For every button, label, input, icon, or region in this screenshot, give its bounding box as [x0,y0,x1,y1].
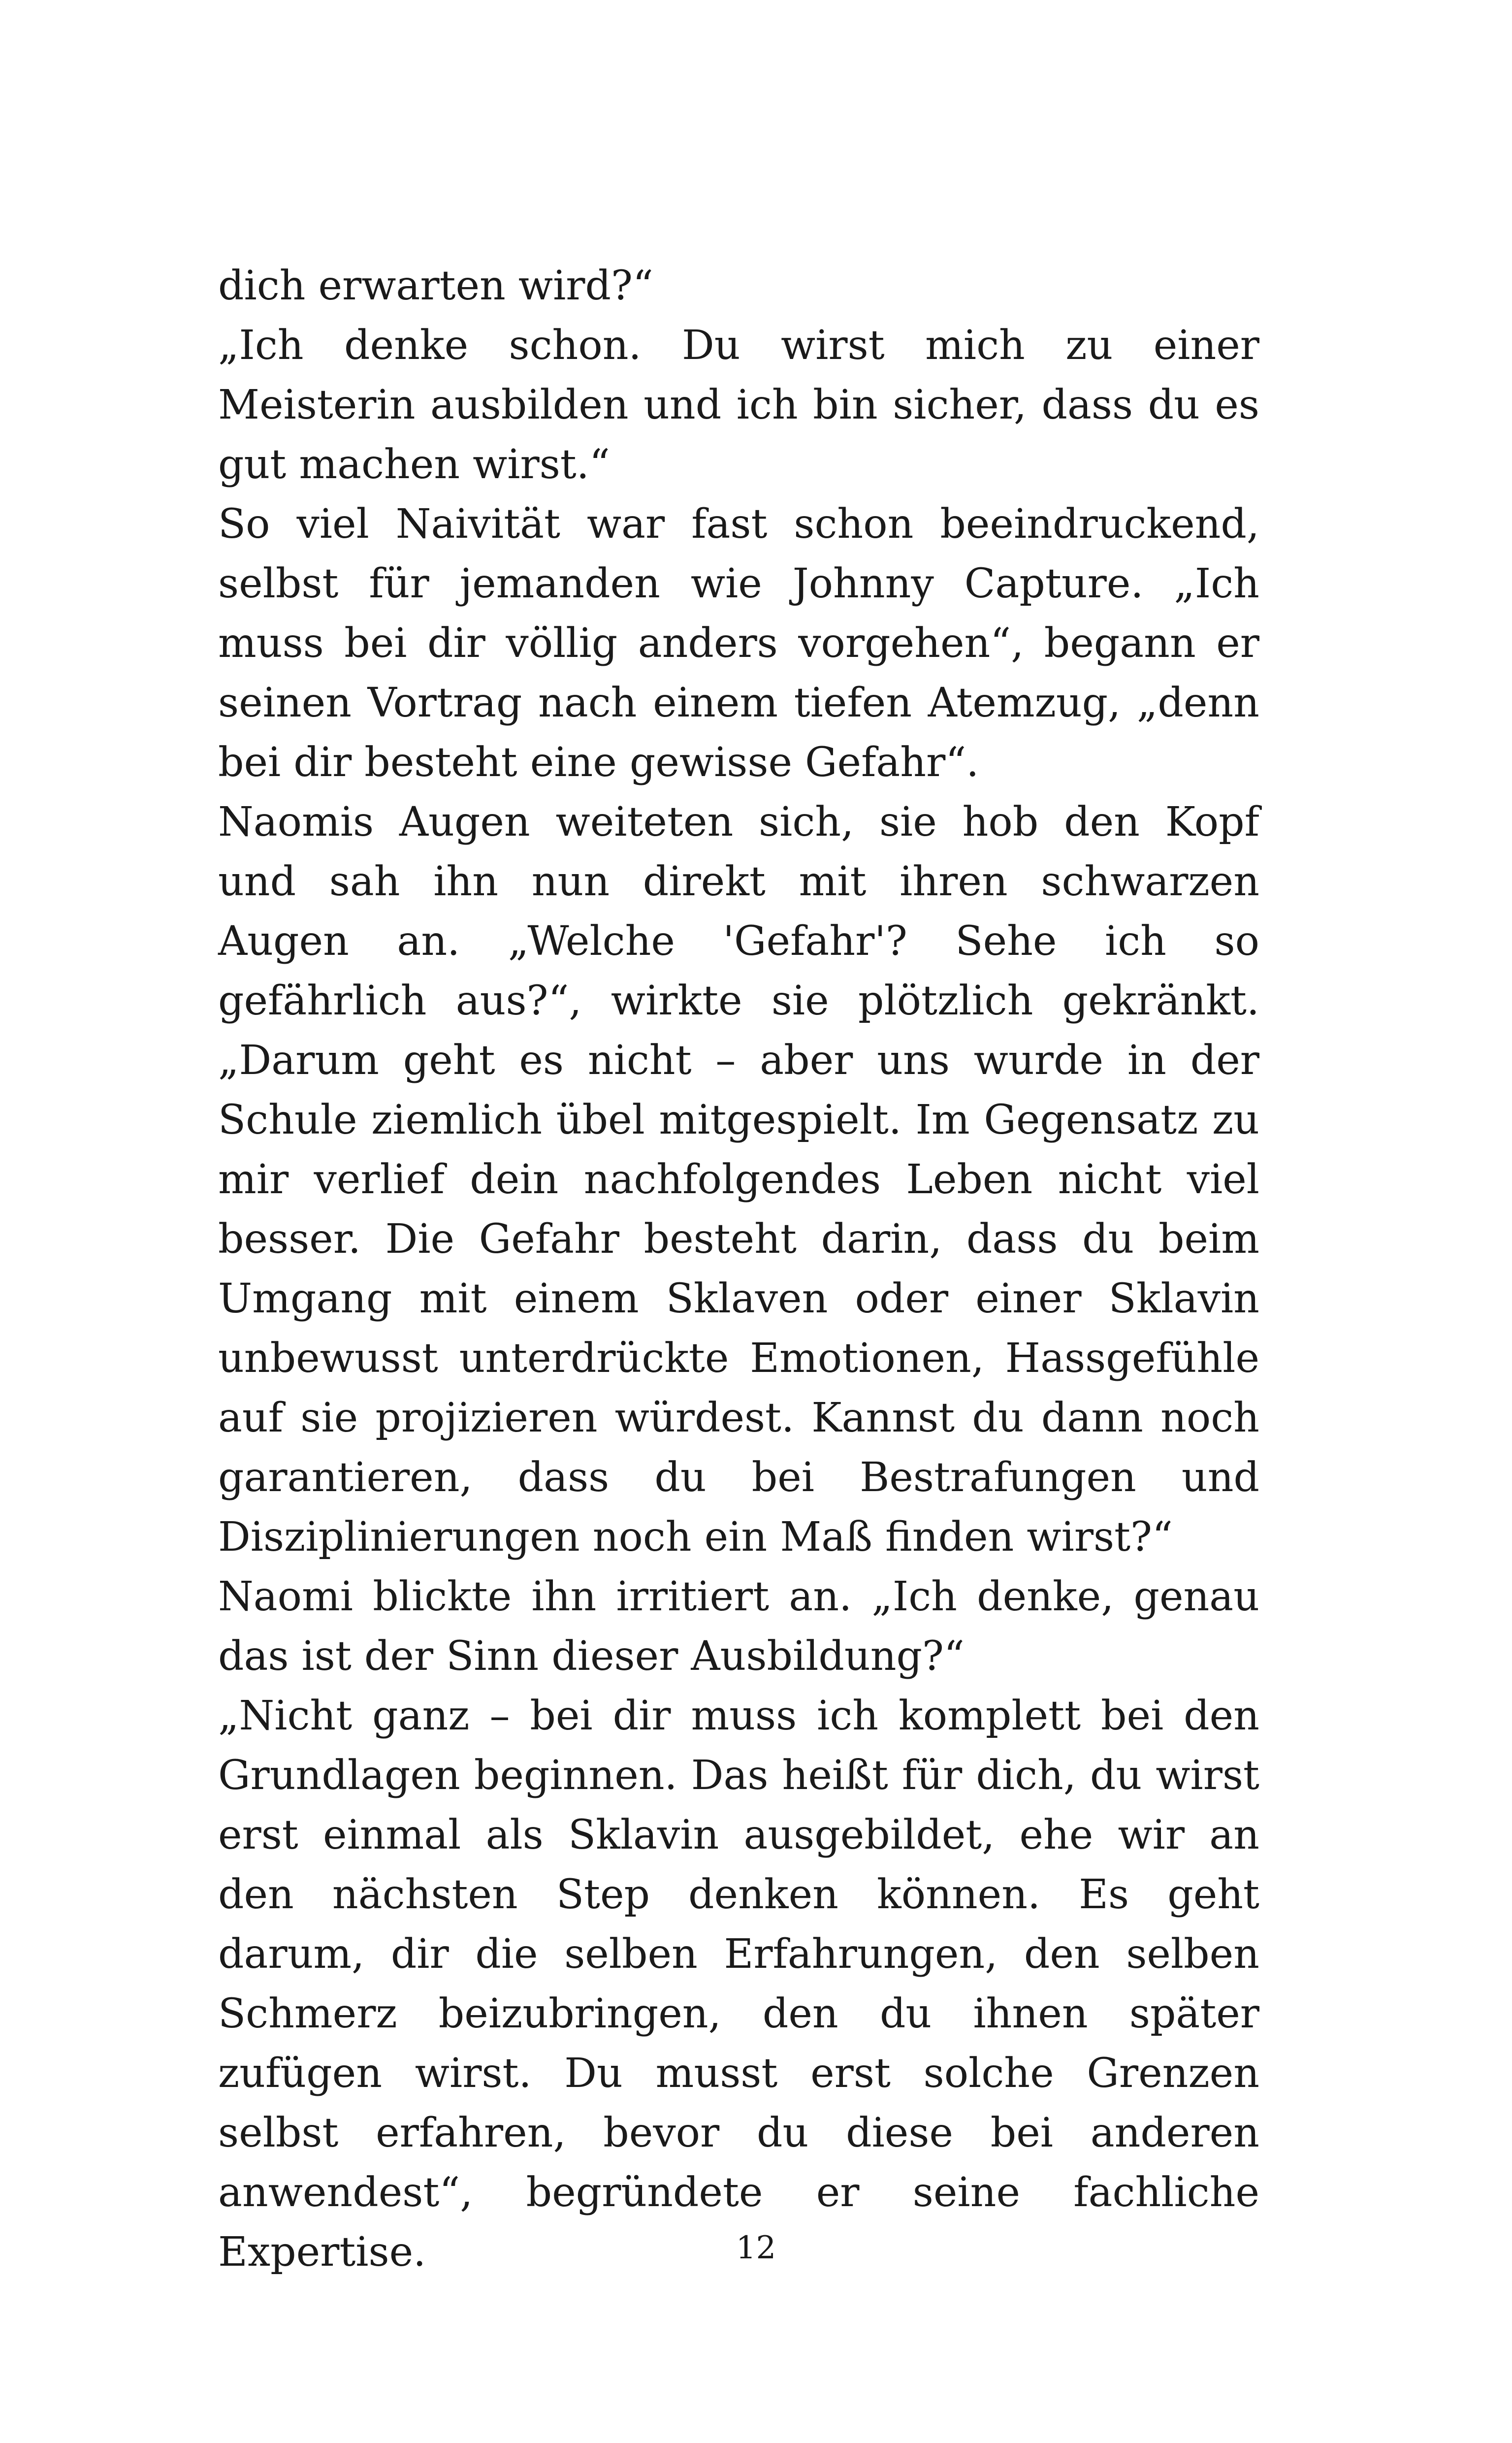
page-number: 12 [736,2230,776,2266]
paragraph-3: So viel Naivität war fast schon beeindruckend, selbst für jemanden wie Johnny Capture. „Ich muss bei dir völlig anders vorgehen“, begann er seinen Vortrag nach einem tiefen Atemzug, „denn bei dir besteht eine gewisse Gefahr“. [218,501,1259,786]
paragraph-4: Naomis Augen weiteten sich, sie hob den Kopf und sah ihn nun direkt mit ihren schwarzen Augen an. „Welche 'Gefahr'? Sehe ich so gefährlich aus?“, wirkte sie plötzlich gekränkt. „Darum geht es nicht – aber uns wurde in der Schule ziemlich übel mitgespielt. Im Gegensatz zu mir verlief dein nachfolgendes Leben nicht viel besser. Die Gefahr besteht darin, dass du beim Umgang mit einem Sklaven oder einer Sklavin unbewusst unterdrückte Emotionen, Hassgefühle auf sie projizieren würdest. Kannst du dann noch garantieren, dass du bei Bestrafungen und Disziplinierungen noch ein Maß finden wirst?“ [218,799,1259,1561]
paragraph-2: „Ich denke schon. Du wirst mich zu einer Meisterin ausbilden und ich bin sicher, dass du es gut machen wirst.“ [218,322,1259,488]
body-text [218,256,1259,2282]
paragraph-5: Naomi blickte ihn irritiert an. „Ich denke, genau das ist der Sinn dieser Ausbildung?“ [218,1573,1259,1680]
paragraph-1: dich erwarten wird?“ [218,262,653,309]
paragraph-6: „Nicht ganz – bei dir muss ich komplett bei den Grundlagen beginnen. Das heißt für dich, du wirst erst einmal als Sklavin ausgebildet, ehe wir an den nächsten Step denken können. Es geht darum, dir die selben Erfahrungen, den selben Schmerz beizubringen, den du ihnen später zufügen wirst. Du musst erst solche Grenzen selbst erfahren, bevor du diese bei anderen anwendest“, begründete er seine fachliche Expertise. [218,1693,1259,2276]
